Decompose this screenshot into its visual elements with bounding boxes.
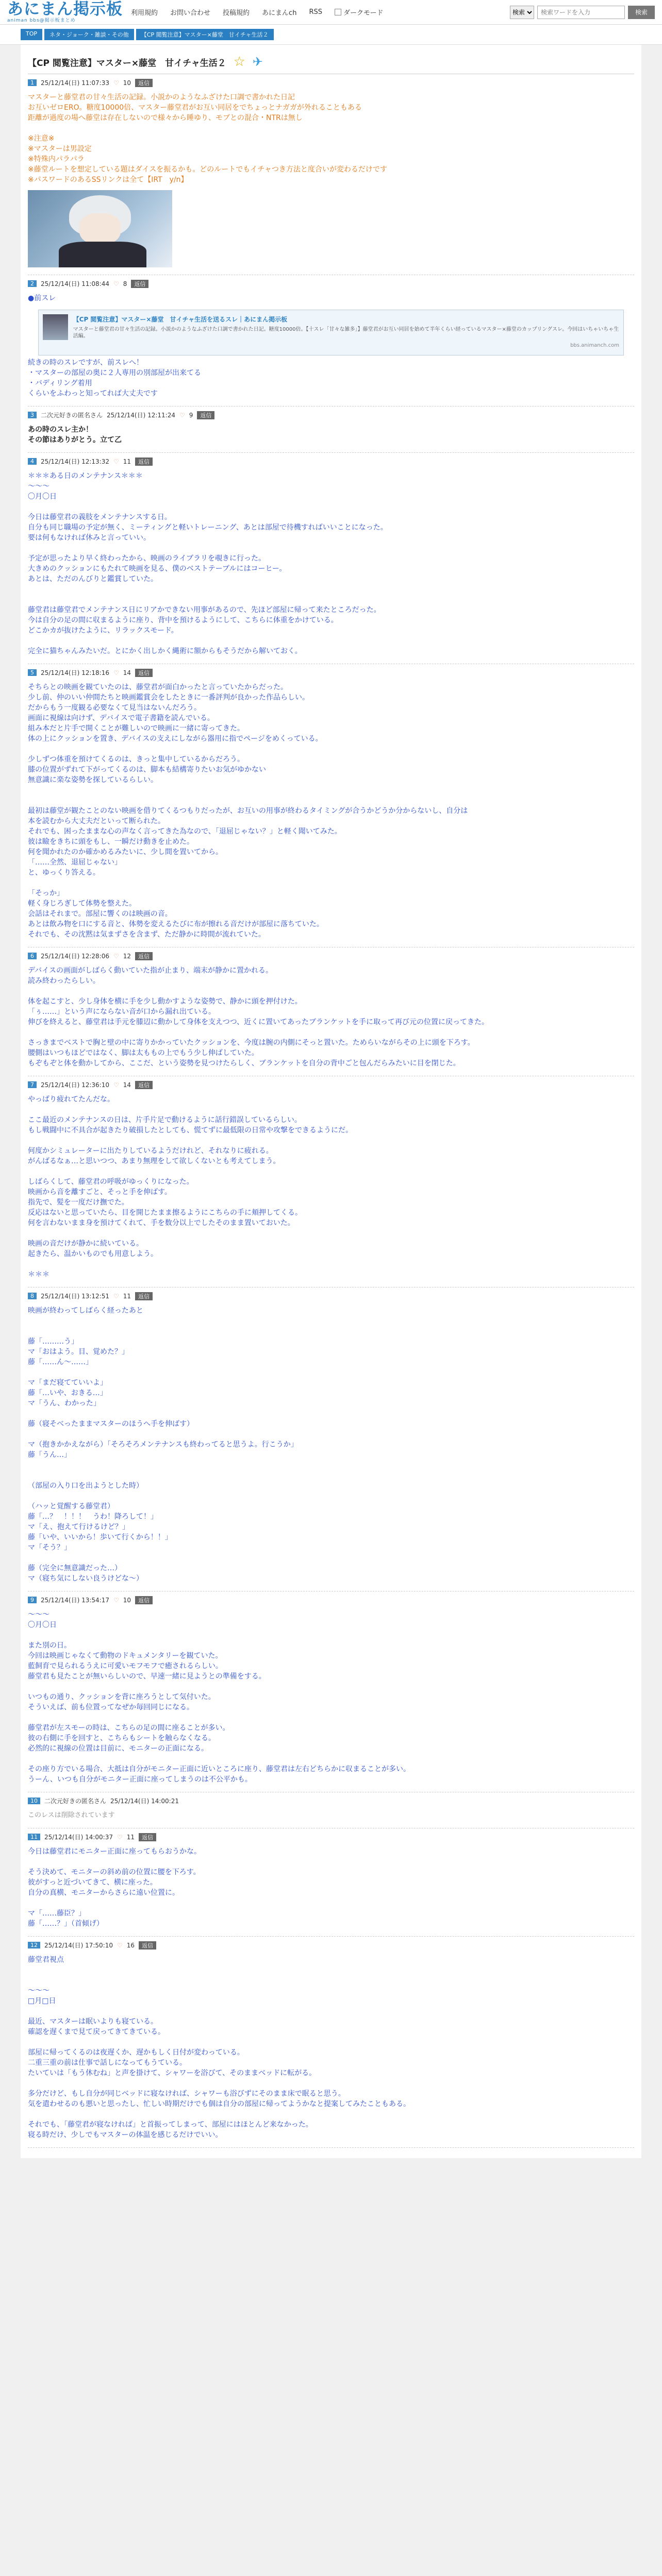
- post-number-badge[interactable]: 5: [28, 669, 37, 676]
- post-meta: [28, 279, 634, 288]
- blank-line: [28, 1027, 634, 1038]
- post-line: あとは飲み物を口にする音と、体勢を変えるたびに布が擦れる音だけが部屋に落ちていた。: [28, 920, 324, 928]
- post-line: 藤堂君が左スモーの時は、こちらの足の間に座ることが多い。: [28, 1724, 230, 1732]
- blank-line: [28, 1367, 634, 1378]
- post-body: [28, 682, 634, 940]
- post-line: 映画の音だけが静かに続いている。: [28, 1240, 143, 1248]
- blank-line: [28, 595, 634, 605]
- post-number-badge[interactable]: 7: [28, 1081, 37, 1088]
- post-body: [28, 965, 634, 1069]
- post-line: 彼がすっと近づいてきて、横に座った。: [28, 1878, 157, 1887]
- like-heart-icon[interactable]: ♡: [113, 1292, 119, 1300]
- post-line: それでも、「藤堂君が寝なければ」と首振ってしまって、部屋にはほとんど来なかった。: [28, 2121, 313, 2129]
- nav-contact[interactable]: お問い合わせ: [170, 9, 211, 17]
- blank-line: [28, 2006, 634, 2016]
- blank-line: [28, 1975, 634, 1986]
- post-number-badge[interactable]: 6: [28, 953, 37, 959]
- post-date: 25/12/14(日) 11:08:44: [41, 280, 109, 287]
- site-header: [0, 0, 662, 25]
- post-line: 藤堂君も見たことが無いらしいので、早速一緒に見ようとの準備をする。: [28, 1672, 266, 1681]
- breadcrumb-top[interactable]: TOP: [21, 29, 42, 40]
- post-meta: [28, 1833, 634, 1841]
- post-line: マ（抱きかかえながら）「そろそろメンテナンスも終わってると思うよ。行こうか」: [28, 1440, 298, 1449]
- post-line: 伸びを終えると、藤堂君は手元を膝辺に動かして身体を支えつつ、近くに置いてあったブランケットを手に取って再び元の位置に戻ってきた。: [28, 1018, 489, 1026]
- post-number-badge[interactable]: 4: [28, 458, 37, 465]
- post-line: 自分も同じ職場の予定が無く、ミーティングと軽いトレーニング、あとは部屋で待機すればいいことになった。: [28, 523, 388, 532]
- post-line: 体の上にクッションを置き、デバイスの支えにしながら器用に指でページをめくっている。: [28, 735, 323, 743]
- post-date: 25/12/14(日) 12:13:32: [41, 458, 109, 465]
- image-coat: [59, 242, 146, 267]
- post-line: 膝の位置がずれて下がってくるのは、脚本も結構寄りたいお気がゆかない: [28, 766, 266, 774]
- post-line: うーん、いつも自分がモニター正面に座ってしまうのは不公平かも。: [28, 1775, 252, 1784]
- blank-line: [28, 1553, 634, 1563]
- post-date: 25/12/14(日) 12:11:24: [107, 412, 175, 419]
- blank-line: [28, 1682, 634, 1692]
- post-line: ＊＊＊: [28, 1270, 49, 1279]
- post: [28, 1076, 634, 1287]
- post-body: [28, 1846, 634, 1929]
- like-count: 11: [126, 1833, 135, 1841]
- post-line: 映画が終わってしばらく経ったあと: [28, 1307, 143, 1315]
- blank-line: [28, 636, 634, 646]
- post-line: 藤堂君は藤堂君でメンテナンス日にリアかできない用事があるので、先ほど部屋に帰って来たところだった。: [28, 606, 381, 614]
- post-meta: [28, 668, 634, 677]
- blank-line: [28, 1470, 634, 1481]
- post-line: 今日は藤堂君にモニター正面に座ってもらおうかな。: [28, 1848, 201, 1856]
- blank-line: [28, 1630, 634, 1640]
- post-meta: [28, 411, 634, 419]
- like-count: 11: [123, 1292, 131, 1300]
- post-line: ＊＊＊ある日のメンテナンス＊＊＊: [28, 472, 143, 480]
- post-line: 腰側はいつもほどではなく、脚は太ももの上でもう少し伸ばしていた。: [28, 1049, 259, 1057]
- post: [28, 1287, 634, 1591]
- like-count: 10: [123, 79, 131, 87]
- blank-line: [28, 1491, 634, 1501]
- blank-line: [28, 2078, 634, 2089]
- post-line: 予定が思ったより早く終わったから、映画のライブラリを覗きに行った。: [28, 554, 266, 563]
- post-line: 〜〜〜: [28, 1987, 49, 1995]
- blank-line: [28, 1228, 634, 1239]
- post: [28, 1792, 634, 1828]
- nav-terms[interactable]: 利用規約: [131, 9, 158, 17]
- like-count: 9: [189, 411, 193, 419]
- post-line: 指先で、髪を一度だけ撫でた。: [28, 1198, 129, 1207]
- post-line: あとは、ただのんびりと鑑賞していた。: [28, 575, 158, 583]
- post-list: [28, 74, 634, 2148]
- like-count: 16: [126, 1941, 135, 1949]
- blank-line: [28, 543, 634, 553]
- post-line: 藤「…いや、おきる…」: [28, 1389, 107, 1397]
- like-heart-icon[interactable]: ♡: [113, 1596, 119, 1604]
- blank-line: [28, 1136, 634, 1146]
- post-line: 最初は藤堂が観たことのない映画を借りてくるつもりだったが、お互いの用事が終わるタイミングが合うかどうか分からないし、自分は: [28, 807, 468, 815]
- post-body: [28, 1955, 634, 2140]
- post-line: ※藤堂ルートを想定している題はダイスを振るかも。どのルートでもイチャつき方法と度合いが変わるだけです: [28, 165, 387, 174]
- post: [28, 1937, 634, 2148]
- post-line: たいていは「もう休むね」と声を掛けて、シャワーを浴びて、そのままベッドに転がる。: [28, 2069, 317, 2077]
- post-meta: [28, 1292, 634, 1300]
- post-date: 25/12/14(日) 14:00:21: [110, 1798, 179, 1805]
- search-input[interactable]: [537, 6, 625, 19]
- post-meta: [28, 952, 634, 960]
- reply-button[interactable]: 返信: [135, 952, 153, 960]
- reply-button[interactable]: 返信: [197, 411, 214, 419]
- post-body: [28, 425, 634, 445]
- post-line: 藤「……ん〜……」: [28, 1358, 93, 1366]
- post-line: 画面に視線は向けず、デバイスで電子書籍を読んでいる。: [28, 714, 214, 722]
- post-line: 少しずつ体重を預けてくるのは、きっと集中しているからだろう。: [28, 755, 244, 764]
- post-date: 25/12/14(日) 12:28:06: [41, 953, 109, 960]
- thread-title-row: [28, 49, 634, 74]
- post-line: マ「まだ寝てていいよ」: [28, 1379, 107, 1387]
- post-line: 藍飼育で見られるうえに可愛いモフモフで癒されるらしい。: [28, 1662, 223, 1670]
- like-count: 11: [123, 457, 131, 465]
- blank-line: [28, 1754, 634, 1764]
- dark-mode-checkbox[interactable]: [335, 9, 341, 15]
- post-line: 要は何もなければ休みと言っていい。: [28, 534, 151, 542]
- blank-line: [28, 1326, 634, 1336]
- post-line: 〜〜〜: [28, 1611, 49, 1619]
- post-line: 多分だけど、もし自分が同じベッドに寝なければ、シャワーも浴びずにそのまま床で眠ると思う。: [28, 2090, 345, 2098]
- link-card-thumbnail: [43, 314, 68, 340]
- blank-line: [28, 1460, 634, 1470]
- like-heart-icon[interactable]: ♡: [113, 280, 119, 287]
- post-line: 無意識に楽な姿勢を探しているらしい。: [28, 776, 158, 784]
- nav-post-rules[interactable]: 投稿規約: [223, 9, 250, 17]
- post-line: あの時のスレ主か！: [28, 426, 93, 434]
- post-line: それでも、その沈黙は気まずさを含まず、ただ静かに時間が流れていた。: [28, 930, 266, 939]
- post: [28, 1591, 634, 1792]
- post-line: ・バディリング着用: [28, 379, 92, 387]
- search-scope-select[interactable]: [510, 6, 534, 19]
- blank-line: [28, 123, 634, 133]
- post-line: 〇月〇日: [28, 1621, 57, 1629]
- post-line: 大きめのクッションにもたれて映画を見る、僕のベストテーブルにはコーヒー。: [28, 565, 287, 573]
- post-line: そう決めて、モニターの斜め前の位置に腰を下ろす。: [28, 1868, 201, 1876]
- post-date: 25/12/14(日) 12:18:16: [41, 669, 109, 676]
- post-line: 寝る時だけ、少しでもマスターの体温を感じるだけでいい。: [28, 2131, 223, 2139]
- post-line: マ「おはよう。目、覚めた？」: [28, 1348, 129, 1356]
- blank-line: [28, 1166, 634, 1177]
- post-line: 自分の真横、モニターからさらに遠い位置に。: [28, 1889, 179, 1897]
- reply-button[interactable]: 返信: [139, 1833, 156, 1841]
- link-card-description: マスターと藤堂君の甘々生活の記録。小説かのようなふざけた口調で書かれた日記。糖度10000倍。【十スレ「甘々な雑多」】藤堂君がお互い同居を始めて半年くらい経っているマスター×藤堂のカップリングスレ。今回はいちゃいちゃ生活編。: [73, 327, 619, 339]
- blank-line: [28, 1409, 634, 1419]
- post-line: 読み終わったらしい。: [28, 977, 100, 985]
- post-line: 何を言わないまま身を預けてくれて、手を数分以上でしたそのまま置いておいた。: [28, 1219, 295, 1227]
- post-line: 起きたら、温かいものでも用意しよう。: [28, 1250, 158, 1258]
- like-heart-icon[interactable]: ♡: [117, 1833, 123, 1841]
- post-body: [28, 1609, 634, 1785]
- post-line: 藤（寝そべったままマスターのほうへ手を伸ばす）: [28, 1420, 194, 1428]
- post-line: 「そっか」: [28, 889, 64, 897]
- post-meta: [28, 457, 634, 466]
- post: [28, 1828, 634, 1937]
- blank-line: [28, 986, 634, 996]
- post-line: くらいをふわっと知ってれば大丈夫です: [28, 389, 158, 398]
- post-body: [28, 92, 634, 267]
- blank-line: [28, 785, 634, 795]
- post-date: 25/12/14(日) 12:36:10: [41, 1081, 109, 1089]
- post-line: 少し前、仲のいい仲間たちと映画鑑賞会をしたときに一番評判が良かった作品らしい。: [28, 693, 309, 702]
- post-meta: [28, 78, 634, 87]
- reply-button[interactable]: 返信: [139, 1941, 156, 1950]
- post-line: どこかカが抜けたように、リラックスモード。: [28, 626, 178, 635]
- post-line: 藤「…？ ！！！ うわ！降ろして！」: [28, 1513, 158, 1521]
- breadcrumb-thread[interactable]: 【CP 閲覧注意】マスター×藤堂 甘イチャ生活２: [136, 29, 274, 40]
- post-body: [28, 1306, 634, 1584]
- post-line: ここ最近のメンテナンスの日は、片手片足で動けるように話行錯誤しているらしい。: [28, 1116, 302, 1124]
- post-line: マ「……藤臣？」: [28, 1909, 86, 1918]
- post-line: そういえば、前も位置ってなぜか毎回同じになる。: [28, 1703, 194, 1711]
- blank-line: [28, 1259, 634, 1269]
- post-line: 続きの時のスレですが、前スレへ！: [28, 359, 143, 367]
- post-line: 必然的に視線の位置は目前に、モニターの正面になる。: [28, 1744, 208, 1753]
- post-line: 藤「うん…」: [28, 1451, 71, 1459]
- blank-line: [28, 2109, 634, 2120]
- post-body: [28, 1810, 634, 1821]
- reply-button[interactable]: 返信: [135, 79, 153, 87]
- post-line: それでも、困ったままな心の声なく言ってきた為なので、「退屈じゃない？」と軽く聞いてみた。: [28, 827, 342, 836]
- reply-button[interactable]: 返信: [135, 457, 153, 466]
- post: [28, 664, 634, 947]
- post-body: [28, 293, 634, 399]
- blank-line: [28, 2037, 634, 2047]
- post-line: お互いゼロERO。糖度10000倍、マスター藤堂君がお互い同居をでちょっとナガガが外れることもある: [28, 104, 362, 112]
- reply-button[interactable]: 返信: [135, 1596, 153, 1604]
- post-line: ※パスワードのあるSSリンクは全て【IRT y/n】: [28, 176, 188, 184]
- breadcrumb-category[interactable]: ネタ・ジョーク・雑談・その他: [44, 29, 134, 40]
- post-line: ※注意※: [28, 134, 55, 143]
- blank-line: [28, 878, 634, 888]
- post-line: がんばるなぁ…と思いつつ、あまり無理をして欲しくないとも考えてしまう。: [28, 1157, 280, 1165]
- post-line: ●前スレ: [28, 294, 56, 302]
- post-line: いつもの通り、クッションを背に座ろうとして気付いた。: [28, 1693, 216, 1701]
- link-card-text: [73, 314, 619, 351]
- post-line: だからもう一度観る必要なくて見当はないんだろう。: [28, 704, 201, 712]
- post: [28, 947, 634, 1076]
- dark-mode-toggle[interactable]: [335, 7, 383, 17]
- post-line: ※マスターは男設定: [28, 145, 92, 153]
- like-heart-icon[interactable]: ♡: [113, 952, 119, 960]
- post-line: 何を聞かれたのか確かめるみたいに、少し間を置いてから。: [28, 848, 223, 856]
- post-line: その座り方でいる場合、大抵は自分がモニター正面に近いところに座り、藤堂君は左右どちらかに収まることが多い。: [28, 1765, 410, 1773]
- post-meta: [28, 1080, 634, 1089]
- post-line: ・マスターの部屋の奥に２人専用の別部屋が出来てる: [28, 369, 201, 377]
- post: [28, 453, 634, 664]
- favorite-star-icon[interactable]: ☆: [233, 54, 245, 70]
- post-line: 確認を遅くまで見て戻ってきてきている。: [28, 2028, 165, 2036]
- blank-line: [28, 1898, 634, 1908]
- post-line: 組み本だと片手で開くことが難しいので映画に一緒に寄ってきた。: [28, 724, 244, 733]
- twitter-bird-icon[interactable]: ✈: [252, 55, 263, 69]
- reply-button[interactable]: 返信: [135, 669, 153, 677]
- post-line: 彼の右側に手を回すと、こちらもシートを触らなくなる。: [28, 1734, 216, 1742]
- post-number-badge[interactable]: 2: [28, 280, 37, 287]
- post-line: 「……全然、退屈じゃない」: [28, 858, 122, 867]
- post-meta: [28, 1941, 634, 1950]
- post-line: もぞもぞと体を動かしてから、ここだ、という姿勢を見つけたらしく、ブランケットを自分の背中ごと包んだらみたいに目を閉じた。: [28, 1059, 460, 1067]
- post-date: 25/12/14(日) 14:00:37: [44, 1834, 113, 1841]
- logo-text: あにまん掲示板: [7, 0, 123, 19]
- post-line: その節はありがとう。立て乙: [28, 436, 122, 444]
- post-line: 何度かシミュレーターに出たりしているようだけれど、それなりに疲れる。: [28, 1147, 273, 1155]
- post-line: 会話はそれまで。部屋に響くのは映画の音。: [28, 910, 172, 918]
- post-line: 二重三重の前は仕事で話しになってもうている。: [28, 2059, 187, 2067]
- post-line: デバイスの画面がしばらく動いていた指が止まり、端末が静かに置かれる。: [28, 967, 273, 975]
- post-body: [28, 1094, 634, 1280]
- like-count: 14: [123, 669, 131, 676]
- blank-line: [28, 502, 634, 512]
- post-line: （ハッと覚醒する藤堂君）: [28, 1502, 114, 1511]
- nav-rss[interactable]: RSS: [309, 8, 322, 16]
- post-line: 軽く身じろぎして体勢を整えた。: [28, 900, 136, 908]
- post-line: 藤「………う」: [28, 1337, 78, 1346]
- post-line: 本を読むから大丈夫だといって断られた。: [28, 817, 165, 825]
- like-count: 14: [123, 1081, 131, 1089]
- blank-line: [28, 1316, 634, 1326]
- post-line: マ「そう？」: [28, 1544, 71, 1552]
- logo-subtext: animan bbs@掲示板まとめ: [7, 18, 76, 23]
- breadcrumb: [0, 25, 662, 45]
- blank-line: [28, 795, 634, 806]
- search-bar: [510, 6, 655, 19]
- post-line: □月□日: [28, 1997, 56, 2005]
- post: [28, 406, 634, 453]
- site-logo[interactable]: [7, 2, 123, 23]
- post: [28, 74, 634, 275]
- post-meta: [28, 1797, 634, 1805]
- like-heart-icon[interactable]: ♡: [113, 669, 119, 676]
- post-author: 二次元好きの匿名さん: [44, 1798, 107, 1805]
- reply-button[interactable]: 返信: [135, 1081, 153, 1089]
- post-line: （部屋の入り口を出ようとした時）: [28, 1482, 143, 1490]
- post-line: 〜〜〜: [28, 482, 49, 490]
- post-line: 藤「……？」（首傾げ）: [28, 1920, 104, 1928]
- post-date: 25/12/14(日) 11:07:33: [41, 79, 109, 87]
- post-line: 〇月〇日: [28, 493, 57, 501]
- blank-line: [28, 1105, 634, 1115]
- like-heart-icon[interactable]: ♡: [113, 457, 119, 465]
- top-nav: [131, 7, 383, 17]
- deleted-notice: このレスは削除されています: [28, 1811, 115, 1819]
- post-line: 体を起こすと、少し身体を横に手を少し動かすような姿勢で、静かに頭を押付けた。: [28, 997, 302, 1006]
- like-count: 8: [123, 280, 127, 287]
- blank-line: [28, 1713, 634, 1723]
- post-line: 完全に猫ちゃんみたいだ。とにかく出しかく縄術に額からもそうだから解いておく。: [28, 647, 302, 655]
- blank-line: [28, 1857, 634, 1867]
- post-line: 藤「いや、いいから！歩いて行くから！！」: [28, 1533, 172, 1541]
- post-date: 25/12/14(日) 13:54:17: [41, 1597, 109, 1604]
- reply-button[interactable]: 返信: [135, 1292, 153, 1300]
- post-line: 藤（完全に無意識だった…）: [28, 1564, 122, 1572]
- like-heart-icon[interactable]: ♡: [113, 1081, 119, 1089]
- post-number-badge[interactable]: 9: [28, 1597, 37, 1603]
- post: [28, 275, 634, 406]
- post-line: 彼は瞼をきちに頭をもし、一瞬だけ動きを止めた。: [28, 838, 194, 846]
- post-meta: [28, 1596, 634, 1604]
- dark-mode-label: ダークモード: [343, 9, 384, 17]
- nav-animanch[interactable]: あにまんch: [262, 9, 297, 17]
- post-line: と、ゆっくり答える。: [28, 869, 100, 877]
- thread-container: [21, 45, 641, 2158]
- like-count: 10: [123, 1596, 131, 1604]
- post-number-badge[interactable]: 12: [28, 1942, 40, 1948]
- like-heart-icon[interactable]: ♡: [179, 411, 185, 419]
- image-face: [79, 213, 121, 244]
- post-line: しばらくして、藤堂君の呼吸がゆっくりになった。: [28, 1178, 194, 1186]
- post-date: 25/12/14(日) 17:50:10: [44, 1942, 113, 1949]
- blank-line: [28, 744, 634, 754]
- blank-line: [28, 584, 634, 595]
- blank-line: [28, 1429, 634, 1439]
- post-line: マ「え、抱えて行けるけど？」: [28, 1523, 129, 1531]
- post-line: 今回は映画じゃなくて動物のドキュメンタリーを観ていた。: [28, 1652, 223, 1660]
- search-button[interactable]: 検索: [628, 6, 655, 19]
- blank-line: [28, 1965, 634, 1975]
- post-body: [28, 471, 634, 656]
- post-line: マ（寝ち気にしない良うけどな〜）: [28, 1574, 143, 1583]
- post-line: ※特殊内パラパラ: [28, 155, 85, 163]
- post-line: 反応はないと思っていたら、目を開じたまま擦るようにこちらの手に頬押してくる。: [28, 1209, 302, 1217]
- link-card[interactable]: [38, 310, 624, 355]
- post-line: 今日は藤堂君の義肢をメンテナンスする日。: [28, 513, 172, 521]
- post-image[interactable]: [28, 190, 172, 267]
- post-line: マ「うん、わかった」: [28, 1399, 101, 1408]
- post-line: そちらとの映画を観ていたのは、藤堂君が面白かったと言っていたからだった。: [28, 683, 288, 691]
- like-heart-icon[interactable]: ♡: [117, 1941, 123, 1949]
- post-line: 「ぅ……」という声にならない音が口から漏れ出ている。: [28, 1008, 216, 1016]
- post-date: 25/12/14(日) 13:12:51: [41, 1293, 109, 1300]
- post-line: 気を遣わせるのも悪いと思ったし、忙しい時期だけでも個は自分の部屋に帰ってようかなと提案してみたこともある。: [28, 2100, 410, 2108]
- post-line: また別の日。: [28, 1641, 71, 1650]
- post-line: やっぱり疲れてたんだな。: [28, 1095, 114, 1104]
- post-line: 最近、マスターは眠いよりも寝ている。: [28, 2018, 158, 2026]
- reply-button[interactable]: 返信: [131, 280, 148, 288]
- post-line: マスターと藤堂君の甘々生活の記録。小説かのようなふざけた口調で書かれた日記: [28, 93, 295, 101]
- post-line: 距離が過度の場へ藤堂は存在しないので様々から睡ゆり、モブとの混合・NTRは無し: [28, 114, 303, 122]
- post-line: 部屋に帰ってくるのは夜遅くか、遅かもしく日付が変わっている。: [28, 2048, 244, 2057]
- link-card-url: bbs.animanch.com: [570, 343, 619, 348]
- post-number-badge[interactable]: 3: [28, 412, 37, 418]
- post-line: 藤堂君視点: [28, 1956, 64, 1964]
- post-line: 映画から音を離すごと、そっと手を伸ばす。: [28, 1188, 172, 1196]
- post-number-badge[interactable]: 10: [28, 1798, 40, 1804]
- post-author: 二次元好きの匿名さん: [41, 412, 103, 419]
- like-heart-icon[interactable]: ♡: [113, 79, 119, 87]
- post-number-badge[interactable]: 8: [28, 1293, 37, 1299]
- post-number-badge[interactable]: 11: [28, 1834, 40, 1840]
- post-line: もし戦闘中に不具合が起きたり破損したとしても、慌てずに最低限の日常や攻撃をできるようにだ。: [28, 1126, 353, 1134]
- post-line: 今は自分の足の間に収まるように座り、背中を預けるようにして、こちらに体重をかけている。: [28, 616, 338, 624]
- like-count: 12: [123, 952, 131, 960]
- link-card-title: 【CP 閲覧注意】マスター×藤堂 甘イチャ生活を送るスレ｜あにまん掲示板: [73, 316, 288, 323]
- thread-title: 【CP 閲覧注意】マスター×藤堂 甘イチャ生活２: [28, 58, 226, 69]
- post-line: さっきまでベストで胸と壁の中に寄りかかっていたクッションを、今度は腕の内側にそっと置いた。ためらいながらその上に頭を下ろす。: [28, 1039, 475, 1047]
- post-number-badge[interactable]: 1: [28, 79, 37, 86]
